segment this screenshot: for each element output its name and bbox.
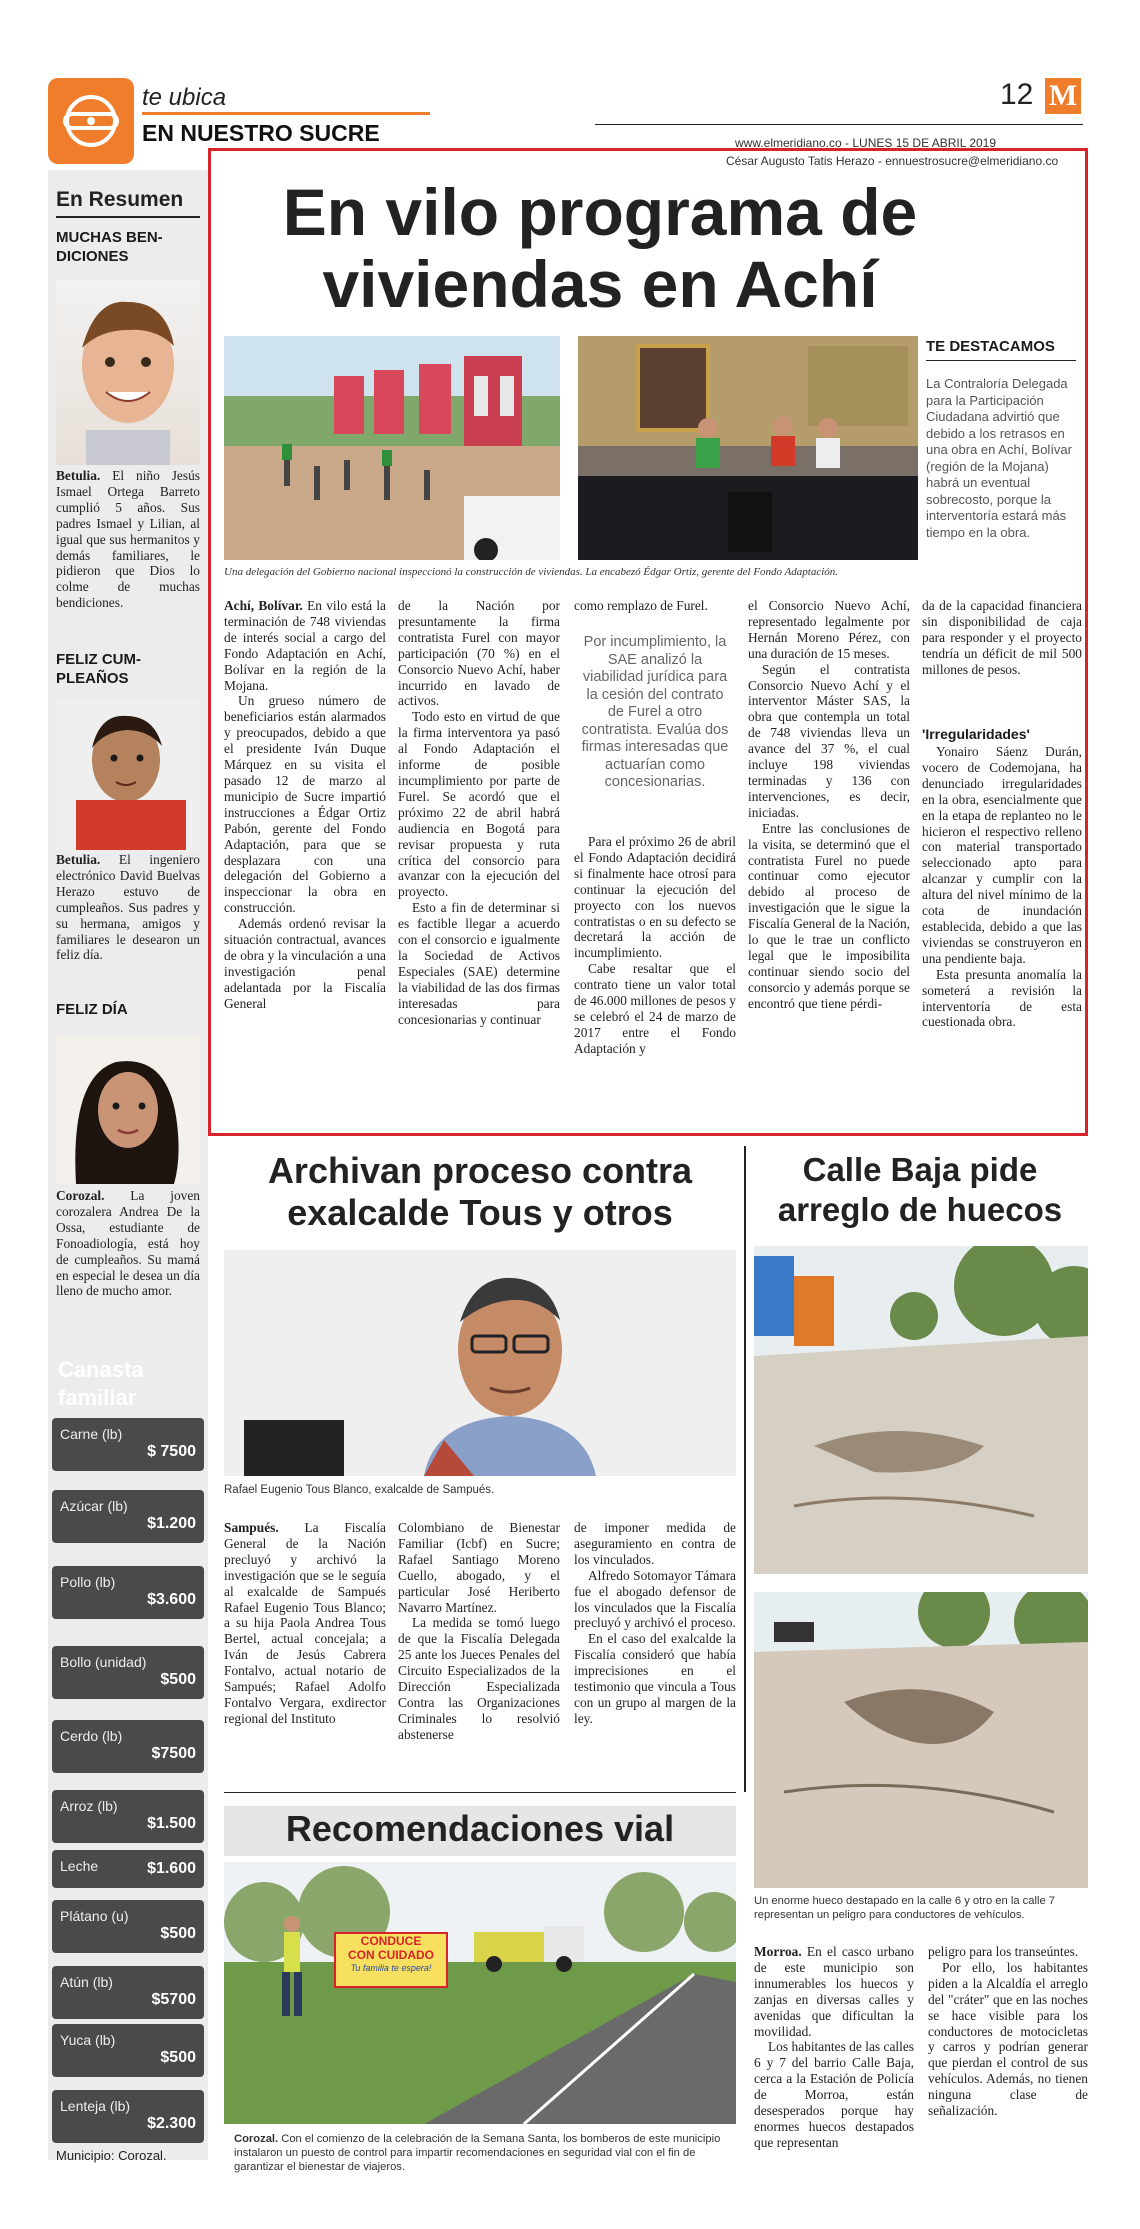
tous-col-2: Colombiano de Bienestar Familiar (Icbf) en Sucre; Rafael Santiago Moreno Cuello, abogado, y el particular José Heriberto Navarro Martínez. La medida se tomó luego de que la Fiscalía Delegada 25 ante los Jueces Penales del Circuito Especializados de la Dirección Especializada Contra las Organizaciones Criminales lo resolvió abstenerse	[398, 1520, 560, 1742]
section-underline	[142, 112, 430, 115]
canasta-title: Canasta familiar	[58, 1357, 144, 1410]
sign-board	[334, 1932, 448, 1988]
vial-caption	[234, 2132, 734, 2174]
canasta-item: Carne (lb) $ 7500	[52, 1418, 204, 1471]
sidebar-item-text: La joven corozalera Andrea De la Ossa, estudiante de Fonoadiología, está hoy de cumpleaños. Su mamá en especial le desea un día lleno de mucho amor.	[56, 1188, 200, 1299]
column-divider	[744, 1146, 746, 1792]
place-name: Betulia.	[56, 468, 101, 483]
main-col-1: Achí, Bolívar. En vilo está la terminación de 748 viviendas de interés social a cargo del Fondo Adaptación en Achí, Bolívar en la región de la Mojana. Un grueso número de beneficiarios están alarmados y preocupados, debido a que el presidente Iván Duque Márquez en su visita el pasado 12 de marzo al municipio de Sucre impartió instrucciones a Édgar Ortiz Pabón, gerente del Fondo Adaptación, para que se desplazara con una delegación del Gobierno a inspeccionar la obra en construcción. Además ordenó revisar la situación contractual, avances de obra y la vinculación a una investigación penal adelantada por la Fiscalía General	[224, 598, 386, 1011]
canasta-item: Yuca (lb) $500	[52, 2024, 204, 2077]
place-name: Corozal.	[234, 2133, 279, 2145]
place-name: Corozal.	[56, 1188, 105, 1203]
calle-col-2: peligro para los transeúntes. Por ello, los habitantes piden a la Alcaldía el arreglo del "cráter" que en las noches se hace visible para los conductores de motocicletas y carros y podrían generar que pierdan el control de sus vehículos. Además, no tienen ninguna clase de señalización.	[928, 1944, 1088, 2119]
section-title: EN NUESTRO SUCRE	[142, 120, 380, 146]
canasta-item: Plátano (u) $500	[52, 1900, 204, 1953]
author-line: César Augusto Tatis Herazo - ennuestrosucre@elmeridiano.co	[726, 154, 1059, 168]
caption-text: Con el comienzo de la celebración de la Semana Santa, los bomberos de este municipio instalaron un puesto de control para impartir recomendaciones en seguridad vial con el fin de garantizar el bienestar de viajeros.	[234, 2133, 721, 2173]
sidebar-text-3	[56, 1188, 200, 1299]
site-date: www.elmeridiano.co - LUNES 15 DE ABRIL 2019	[735, 136, 997, 150]
destacamos-title: TE DESTACAMOS	[926, 338, 1055, 355]
tous-col-3: de imponer medida de aseguramiento en contra de los vinculados. Alfredo Sotomayor Támara fue el abogado defensor de los vinculados que la Fiscalía precluyó y archivó el proceso. En el caso del exalcalde la Fiscalía consideró que había imprecisiones en el testimonio que vincula a Tous con un grupo al margen de la ley.	[574, 1520, 736, 1726]
canasta-item: Pollo (lb) $3.600	[52, 1566, 204, 1619]
calle-col-1: Morroa. En el casco urbano de este municipio son innumerables los huecos y zanjas en diversas calles y avenidas que dificultan la movilidad. Los habitantes de las calles 6 y 7 del barrio Calle Baja, cerca a la Estación de Policía de Morroa, están desesperados porque hay enormes huecos destapados que representan	[754, 1944, 914, 2150]
canasta-item: Arroz (lb) $1.500	[52, 1790, 204, 1843]
vial-headline: Recomendaciones vial	[285, 1808, 675, 1849]
subhead-irregularidades: 'Irregularidades'	[922, 726, 1030, 742]
calle-headline: Calle Baja pide arreglo de huecos	[777, 1151, 1063, 1228]
sidebar-heading-1: MUCHAS BEN-DICIONES	[56, 229, 163, 265]
sidebar-text-1	[56, 468, 200, 611]
sign-line-1: CONDUCE	[360, 1934, 422, 1948]
sidebar-heading-2: FELIZ CUM-PLEAÑOS	[56, 651, 141, 687]
sidebar-heading-3: FELIZ DÍA	[56, 1001, 128, 1018]
man-photo	[56, 700, 200, 850]
canasta-item: Leche $1.600	[52, 1850, 204, 1888]
sidebar-text-2	[56, 852, 200, 963]
main-headline: En vilo programa de viviendas en Achí	[282, 175, 918, 321]
woman-photo	[56, 1036, 200, 1184]
tous-col-1: Sampués. La Fiscalía General de la Nación precluyó y archivó la investigación que se le seguía al exalcalde de Sampués Rafael Eugenio Tous Blanco; a su hija Paola Andrea Tous Bertel, actual concejala; a Iván de Jesús Cabrera Fontalvo, actual notario de Sampués; Rafael Adolfo Fontalvo Vergara, exdirector regional del Instituto	[224, 1520, 386, 1726]
header-rule	[595, 124, 1083, 125]
canasta-item: Atún (lb) $5700	[52, 1966, 204, 2019]
main-col-4: el Consorcio Nuevo Achí, representado legalmente por Hernán Moreno Pérez, con una duración de 15 meses. Según el contratista Consorcio Nuevo Achí y el interventor Máster SAS, la obra que contempla un total de 748 viviendas lleva un avance del 37 %, el cual incluye 198 viviendas terminadas y 136 con intervenciones, es decir, iniciadas. Entre las conclusiones de la visita, se determinó que el contratista Furel no puede continuar como ejecutor debido al proceso de investigación que le sigue la Fiscalía General de la Nación, lo que le trae un conflicto legal que le imposibilita continuar siendo socio del consorcio y además porque se encontró que tiene pérdi-	[748, 598, 910, 1011]
boy-photo	[56, 280, 200, 465]
sidebar-rule	[56, 216, 200, 218]
compass-icon	[48, 78, 134, 164]
place-name: Betulia.	[56, 852, 101, 867]
canasta-item: Lenteja (lb) $2.300	[52, 2090, 204, 2143]
sidebar-title: En Resumen	[56, 188, 184, 211]
destacamos-text: La Contraloría Delegada para la Participación Ciudadana advirtió que debido a los retrasos en una obra en Achí, Bolívar (región de la Mojana) habrá un eventual sobrecosto, porque la interventoría estará más tiempo en la obra.	[926, 376, 1072, 540]
meeting-photo	[578, 336, 918, 560]
bottom-rule	[224, 1792, 736, 1793]
section-logo	[48, 78, 134, 164]
main-col-2: de la Nación por presuntamente la firma contratista Furel con mayor participación (70 %) en el Consorcio Nuevo Achí, haber incurrido en lavado de activos. Todo esto en virtud de que la firma interventora ya pasó al Fondo Adaptación el informe de posible incumplimiento por parte de Furel. Se acordó que el próximo 22 de abril habrá audiencia en Bogotá para revisar propuesta y ruta crítica del consorcio para avanzar con la ejecución del proyecto. Esto a fin de determinar si es factible llegar a acuerdo con el consorcio e igualmente la Sociedad de Activos Especiales (SAE) determine la viabilidad de las dos firmas interesadas para concesionarias y continuar	[398, 598, 560, 1027]
destacamos-rule	[926, 360, 1076, 361]
housing-photo	[224, 336, 560, 560]
brand-logo: M	[1045, 78, 1081, 114]
tous-caption: Rafael Eugenio Tous Blanco, exalcalde de Sampués.	[224, 1484, 495, 1496]
tous-headline: Archivan proceso contra exalcalde Tous y otros	[267, 1150, 693, 1233]
street-photo-1	[754, 1246, 1088, 1574]
main-col-3-top: como remplazo de Furel.	[574, 598, 708, 613]
pull-quote: Por incumplimiento, la SAE analizó la viabilidad jurídica para la cesión del contrato de Furel a otro contratista. Evalúa dos firmas interesadas que actuarían como concesionarias.	[581, 634, 729, 790]
sidebar-item-text: El niño Jesús Ismael Ortega Barreto cumplió 5 años. Sus padres Ismael y Lilian, al igual que sus hermanitos y demás familiares, le pidieron que Dios lo colme de muchas bendiciones.	[56, 468, 200, 611]
section-tagline: te ubica	[142, 84, 227, 111]
main-caption: Una delegación del Gobierno nacional inspeccionó la construcción de viviendas. La encabezó Édgar Ortiz, gerente del Fondo Adaptación.	[224, 566, 839, 578]
main-col-5: da de la capacidad financiera sin disponibilidad de caja para responder y el proyecto tendría un déficit de mil 500 millones de pesos.	[922, 598, 1082, 677]
main-col-5b: Yonairo Sáenz Durán, vocero de Codemojana, ha denunciado irregularidades en la obra, esencialmente que en la etapa de replanteo no le hicieron el respectivo relleno con material transportado seleccionado apto para alcanzar y cumplir con la altura del nivel mínimo de la cota de inundación establecida, debido a que las viviendas se construyeron en una pendiente baja. Esta presunta anomalía la someterá a revisión la interventoría de esta cuestionada obra.	[922, 744, 1082, 1030]
street-photo-2	[754, 1592, 1088, 1888]
main-col-3: Para el próximo 26 de abril el Fondo Adaptación decidirá si finalmente hace otrosí para continuar la ejecución del proyecto con los nuevos contratistas o en su defecto se decretará la acción de incumplimiento. Cabe resaltar que el contrato tiene un valor total de 46.000 millones de pesos y se celebró el 24 de marzo de 2017 entre el Fondo Adaptación y	[574, 834, 736, 1056]
page-number: 12	[1000, 78, 1034, 111]
sign-line-3: Tu familia te espera!	[350, 1963, 432, 1973]
municipio-label: Municipio: Corozal.	[56, 2148, 167, 2163]
sidebar-item-text: El ingeniero electrónico David Buelvas Herazo estuvo de cumpleaños. Sus padres y su hermana, amigos y familiares le desearon un feliz día.	[56, 852, 200, 963]
canasta-item: Cerdo (lb) $7500	[52, 1720, 204, 1773]
calle-caption: Un enorme hueco destapado en la calle 6 y otro en la calle 7 representan un peligro para conductores de vehículos.	[754, 1895, 1056, 1921]
vial-photo	[224, 1862, 736, 2124]
sign-line-2: CON CUIDADO	[348, 1948, 434, 1962]
tous-photo	[224, 1250, 736, 1476]
canasta-item: Azúcar (lb) $1.200	[52, 1490, 204, 1543]
canasta-item: Bollo (unidad) $500	[52, 1646, 204, 1699]
